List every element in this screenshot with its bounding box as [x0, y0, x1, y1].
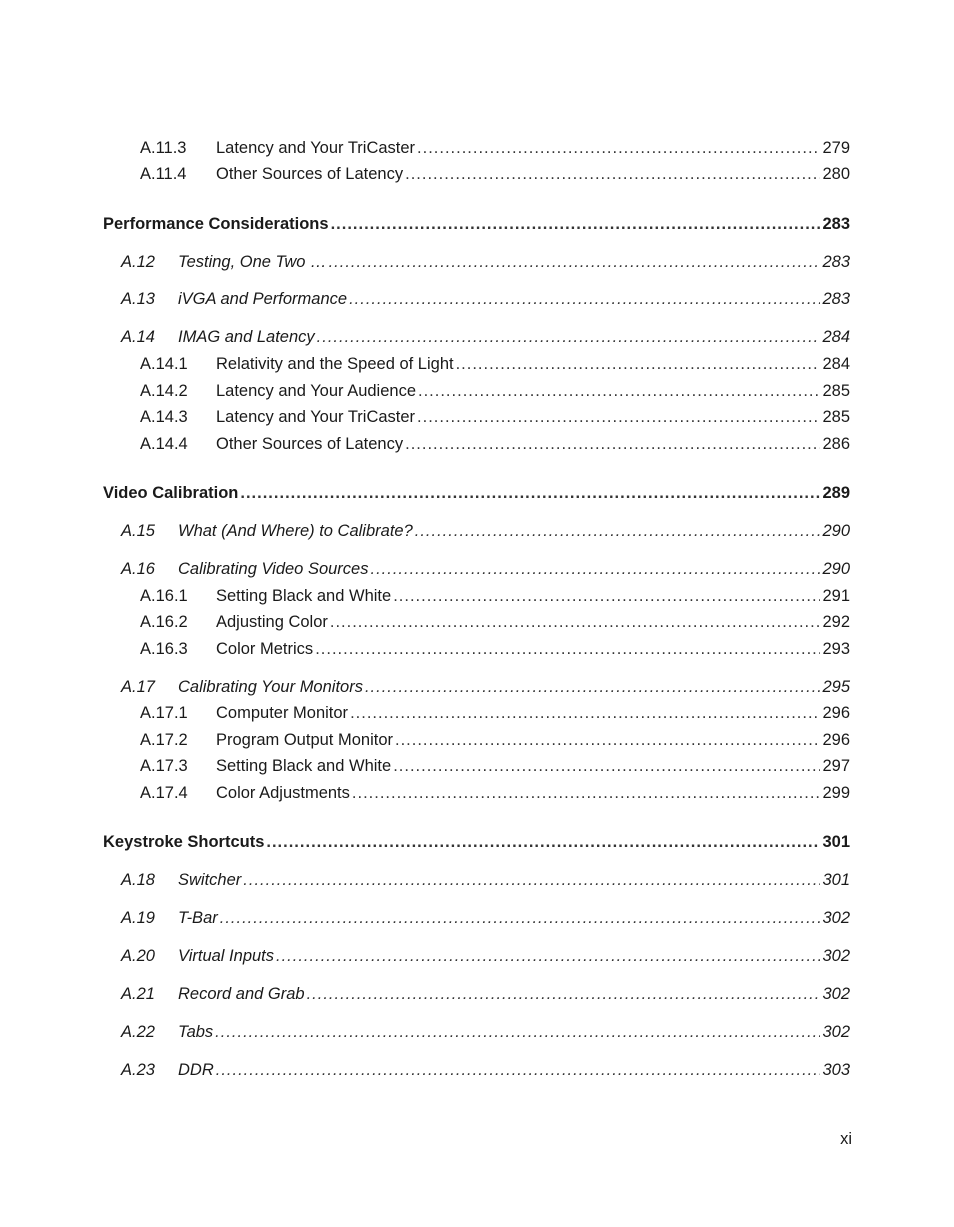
- toc-entry-page: 302: [822, 1023, 850, 1041]
- toc-entry-page: 299: [822, 784, 850, 802]
- toc-entry-number: A.14.3: [140, 408, 188, 426]
- toc-chapter-entry[interactable]: [0, 832, 850, 852]
- dot-leader: [456, 354, 821, 374]
- toc-entry-number: A.17.2: [140, 731, 188, 749]
- toc-entry-title: Color Adjustments: [216, 784, 350, 802]
- toc-section-entry[interactable]: [0, 327, 850, 347]
- toc-entry-page: 283: [822, 253, 850, 271]
- toc-entry-page: 283: [822, 290, 850, 308]
- dot-leader: [415, 521, 821, 541]
- toc-entry-page: 302: [822, 947, 850, 965]
- dot-leader: [393, 586, 820, 606]
- toc-subsection-entry[interactable]: [0, 164, 850, 184]
- toc-entry-number: A.11.4: [140, 165, 187, 183]
- toc-section-entry[interactable]: [0, 1022, 850, 1042]
- dot-leader: [240, 483, 820, 503]
- dot-leader: [331, 214, 821, 234]
- toc-entry-title: Record and Grab: [178, 985, 305, 1003]
- toc-subsection-entry[interactable]: [0, 612, 850, 632]
- dot-leader: [216, 1060, 821, 1080]
- toc-section-entry[interactable]: [0, 289, 850, 309]
- toc-entry-page: 296: [822, 704, 850, 722]
- toc-entry-number: A.16: [121, 560, 155, 578]
- toc-entry-title: Other Sources of Latency: [216, 165, 404, 183]
- toc-entry-page: 285: [822, 382, 850, 400]
- toc-section-entry[interactable]: [0, 870, 850, 890]
- toc-entry-page: 279: [822, 139, 850, 157]
- toc-entry-number: A.17: [121, 678, 155, 696]
- toc-entry-number: A.16.1: [140, 587, 188, 605]
- toc-entry-number: A.16.3: [140, 640, 188, 658]
- toc-entry-number: A.18: [121, 871, 155, 889]
- dot-leader: [276, 946, 820, 966]
- toc-entry-title: Calibrating Video Sources: [178, 560, 369, 578]
- toc-entry-title: Calibrating Your Monitors: [178, 678, 363, 696]
- dot-leader: [317, 327, 821, 347]
- toc-entry-page: 302: [822, 909, 850, 927]
- toc-entry-title: Adjusting Color: [216, 613, 328, 631]
- toc-entry-number: A.14.1: [140, 355, 188, 373]
- toc-entry-page: 301: [822, 833, 850, 851]
- dot-leader: [266, 832, 820, 852]
- toc-subsection-entry[interactable]: [0, 434, 850, 454]
- toc-subsection-entry[interactable]: [0, 703, 850, 723]
- toc-entry-page: 303: [822, 1061, 850, 1079]
- toc-entry-number: A.12: [121, 253, 155, 271]
- toc-subsection-entry[interactable]: [0, 730, 850, 750]
- toc-entry-page: 290: [822, 522, 850, 540]
- toc-section-entry[interactable]: [0, 521, 850, 541]
- toc-subsection-entry[interactable]: [0, 138, 850, 158]
- toc-entry-number: A.23: [121, 1061, 155, 1079]
- toc-subsection-entry[interactable]: [0, 381, 850, 401]
- toc-entry-title: Color Metrics: [216, 640, 314, 658]
- toc-entry-number: A.21: [121, 985, 155, 1003]
- dot-leader: [370, 559, 820, 579]
- dot-leader: [365, 677, 821, 697]
- dot-leader: [395, 730, 820, 750]
- dot-leader: [393, 756, 820, 776]
- toc-entry-number: A.22: [121, 1023, 155, 1041]
- toc-entry-page: 284: [822, 328, 850, 346]
- dot-leader: [329, 252, 821, 272]
- toc-entry-title: Program Output Monitor: [216, 731, 393, 749]
- toc-entry-title: Relativity and the Speed of Light: [216, 355, 454, 373]
- toc-entry-number: A.17.4: [140, 784, 188, 802]
- toc-entry-title: Keystroke Shortcuts: [103, 833, 265, 851]
- dot-leader: [418, 381, 820, 401]
- toc-entry-number: A.16.2: [140, 613, 188, 631]
- toc-section-entry[interactable]: [0, 559, 850, 579]
- dot-leader: [315, 639, 820, 659]
- toc-entry-title: iVGA and Performance: [178, 290, 348, 308]
- toc-section-entry[interactable]: [0, 1060, 850, 1080]
- toc-entry-page: 280: [822, 165, 850, 183]
- toc-subsection-entry[interactable]: [0, 756, 850, 776]
- toc-entry-page: 295: [822, 678, 850, 696]
- dot-leader: [330, 612, 821, 632]
- toc-entry-page: 286: [822, 435, 850, 453]
- toc-entry-title: Testing, One Two …: [178, 253, 327, 271]
- toc-entry-page: 301: [822, 871, 850, 889]
- toc-entry-number: A.14: [121, 328, 155, 346]
- toc-section-entry[interactable]: [0, 946, 850, 966]
- toc-subsection-entry[interactable]: [0, 639, 850, 659]
- toc-entry-page: 289: [822, 484, 850, 502]
- dot-leader: [215, 1022, 820, 1042]
- dot-leader: [417, 138, 820, 158]
- toc-subsection-entry[interactable]: [0, 586, 850, 606]
- toc-entry-number: A.14.2: [140, 382, 188, 400]
- dot-leader: [417, 407, 820, 427]
- toc-entry-title: Other Sources of Latency: [216, 435, 404, 453]
- toc-chapter-entry[interactable]: [0, 214, 850, 234]
- dot-leader: [220, 908, 821, 928]
- toc-entry-page: 290: [822, 560, 850, 578]
- toc-entry-title: Tabs: [178, 1023, 214, 1041]
- toc-section-entry[interactable]: [0, 252, 850, 272]
- toc-entry-number: A.11.3: [140, 139, 187, 157]
- toc-entry-number: A.17.3: [140, 757, 188, 775]
- toc-entry-title: Setting Black and White: [216, 587, 392, 605]
- toc-entry-title: Performance Considerations: [103, 215, 329, 233]
- toc-entry-title: DDR: [178, 1061, 214, 1079]
- toc-entry-page: 293: [822, 640, 850, 658]
- toc-entry-title: Virtual Inputs: [178, 947, 275, 965]
- toc-entry-page: 292: [822, 613, 850, 631]
- toc-entry-title: Latency and Your TriCaster: [216, 139, 416, 157]
- toc-entry-title: IMAG and Latency: [178, 328, 315, 346]
- toc-entry-page: 284: [822, 355, 850, 373]
- toc-entry-number: A.13: [121, 290, 155, 308]
- toc-entry-title: What (And Where) to Calibrate?: [178, 522, 413, 540]
- page-number: xi: [840, 1130, 852, 1148]
- toc-entry-page: 285: [822, 408, 850, 426]
- toc-entry-title: Setting Black and White: [216, 757, 392, 775]
- toc-entry-title: Latency and Your TriCaster: [216, 408, 416, 426]
- toc-entry-title: Computer Monitor: [216, 704, 349, 722]
- toc-subsection-entry[interactable]: [0, 354, 850, 374]
- toc-subsection-entry[interactable]: [0, 407, 850, 427]
- dot-leader: [352, 783, 821, 803]
- toc-section-entry[interactable]: [0, 908, 850, 928]
- toc-entry-page: 291: [822, 587, 850, 605]
- toc-entry-title: Latency and Your Audience: [216, 382, 417, 400]
- dot-leader: [307, 984, 821, 1004]
- dot-leader: [350, 703, 820, 723]
- toc-entry-page: 296: [822, 731, 850, 749]
- toc-entry-number: A.17.1: [140, 704, 188, 722]
- toc-entry-number: A.15: [121, 522, 155, 540]
- dot-leader: [405, 434, 820, 454]
- toc-section-entry[interactable]: [0, 677, 850, 697]
- toc-section-entry[interactable]: [0, 984, 850, 1004]
- toc-subsection-entry[interactable]: [0, 783, 850, 803]
- toc-entry-number: A.20: [121, 947, 155, 965]
- toc-entry-page: 297: [822, 757, 850, 775]
- dot-leader: [243, 870, 820, 890]
- toc-entry-number: A.14.4: [140, 435, 188, 453]
- dot-leader: [349, 289, 820, 309]
- toc-entry-number: A.19: [121, 909, 155, 927]
- toc-entry-title: Video Calibration: [103, 484, 239, 502]
- toc-entry-page: 283: [822, 215, 850, 233]
- toc-entry-title: T-Bar: [178, 909, 218, 927]
- toc-entry-title: Switcher: [178, 871, 242, 889]
- toc-entry-page: 302: [822, 985, 850, 1003]
- toc-chapter-entry[interactable]: [0, 483, 850, 503]
- dot-leader: [405, 164, 820, 184]
